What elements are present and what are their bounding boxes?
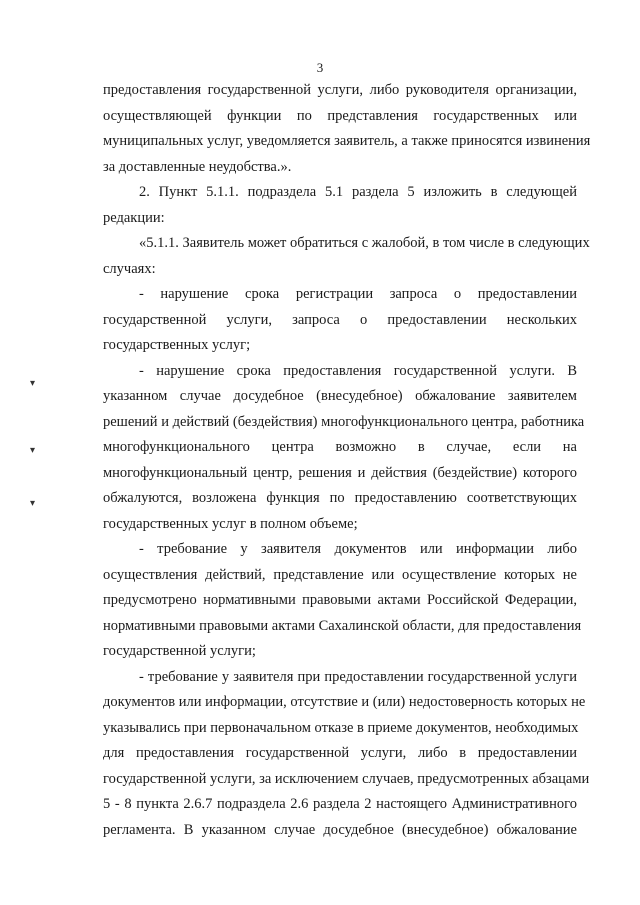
text-line: - нарушение срока регистрации запроса о предоставлении <box>139 286 577 302</box>
text-line: государственных услуг; <box>103 337 251 353</box>
text-line: - нарушение срока предоставления государственной услуги. В <box>139 362 577 379</box>
text-line: многофункционального центра возможно в случае, если на <box>103 439 577 455</box>
text-line: государственной услуги; <box>103 643 256 659</box>
text-line: муниципальных услуг, уведомляется заявитель, а также приносятся извинения <box>103 133 591 149</box>
text-line: редакции: <box>103 209 165 226</box>
margin-mark: ▾ <box>30 378 36 389</box>
text-line: - требование у заявителя документов или информации либо <box>139 541 577 557</box>
text-line: регламента. В указанном случае досудебное (внесудебное) обжалование <box>103 821 577 838</box>
paragraph <box>103 180 577 231</box>
text-line: указанном случае досудебное (внесудебное) обжалование заявителем <box>103 388 577 404</box>
text-line: осуществления действий, представление или осуществление которых не <box>103 566 577 583</box>
margin-mark: ▾ <box>30 498 36 509</box>
paragraph <box>103 282 577 359</box>
text-line: для предоставления государственной услуги, либо в предоставлении <box>103 745 577 761</box>
text-line: предоставления государственной услуги, либо руководителя организации, <box>103 82 577 98</box>
document-body <box>103 78 591 843</box>
paragraph <box>103 78 591 180</box>
text-line: 5 - 8 пункта 2.6.7 подраздела 2.6 раздела 2 настоящего Административного <box>103 796 577 812</box>
paragraph <box>103 231 590 282</box>
text-line: за доставленные неудобства.». <box>103 158 292 175</box>
text-line: обжалуются, возложена функция по предоставлению соответствующих <box>103 490 577 506</box>
margin-mark: ▾ <box>30 445 36 456</box>
text-line: указывались при первоначальном отказе в приеме документов, необходимых <box>103 719 579 736</box>
text-line: случаях: <box>103 260 156 277</box>
text-line: «5.1.1. Заявитель может обратиться с жалобой, в том числе в следующих <box>139 235 590 251</box>
text-line: осуществляющей функции по представления государственных или <box>103 107 577 124</box>
text-line: государственной услуги, за исключением случаев, предусмотренных абзацами <box>103 770 590 787</box>
paragraph <box>103 537 582 665</box>
text-line: нормативными правовыми актами Сахалинской области, для предоставления <box>103 617 582 634</box>
text-line: предусмотрено нормативными правовыми актами Российской Федерации, <box>103 592 577 608</box>
text-line: государственной услуги, запроса о предоставлении нескольких <box>103 311 577 328</box>
text-line: - требование у заявителя при предоставлении государственной услуги <box>139 668 577 685</box>
text-line: многофункциональный центр, решения и действия (бездействие) которого <box>103 464 577 481</box>
page-number: 3 <box>316 60 324 75</box>
text-line: 2. Пункт 5.1.1. подраздела 5.1 раздела 5 изложить в следующей <box>139 184 577 200</box>
text-line: документов или информации, отсутствие и (или) недостоверность которых не <box>103 694 586 710</box>
paragraph <box>103 665 590 844</box>
paragraph <box>103 359 585 538</box>
text-line: государственных услуг в полном объеме; <box>103 515 358 532</box>
text-line: решений и действий (бездействия) многофункционального центра, работника <box>103 413 585 430</box>
